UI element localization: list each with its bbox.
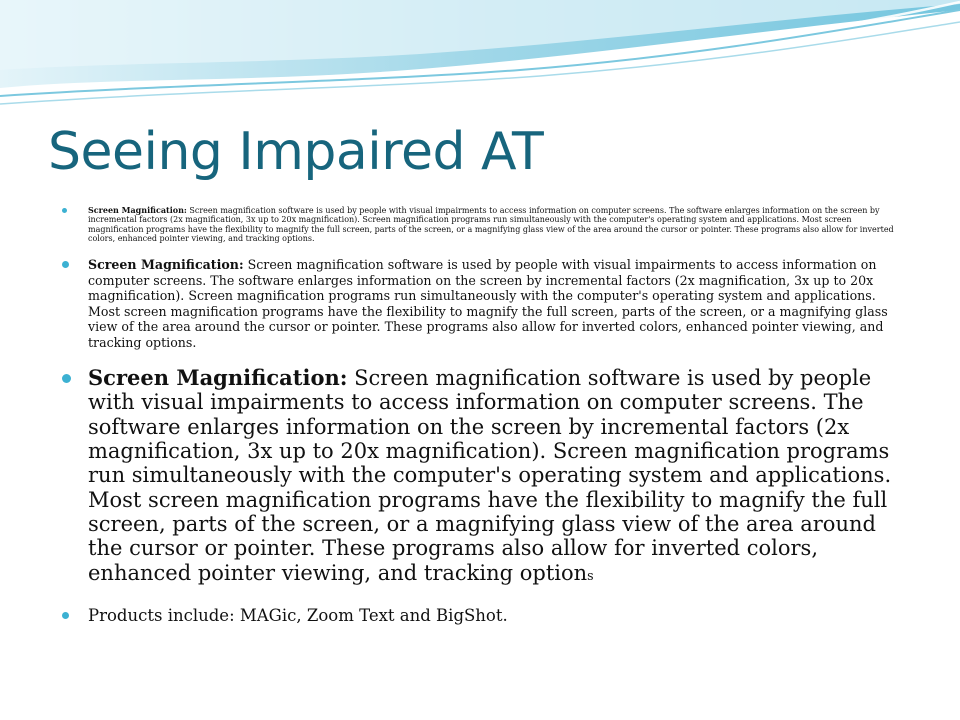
- bullet-text: Products include: MAGic, Zoom Text and BigShot.: [88, 605, 508, 625]
- bullet-dot-icon: [62, 261, 69, 268]
- bullet-item-products: [62, 606, 904, 626]
- bullet-dot-icon: [62, 612, 69, 619]
- bullet-item-large: [62, 366, 904, 588]
- bullet-item-medium: [62, 257, 904, 350]
- slide-title: Seeing Impaired AT: [48, 122, 544, 182]
- bullet-text: Screen magnification software is used by people with visual impairments to access information on computer screens. The software enlarges information on the screen by incremental factors (2x magnification, 3x up to 20x magnification). Screen magnification programs run simultaneously with the computer's operating system and applications. Most screen magnification programs have the flexibility to magnify the full screen, parts of the screen, or a magnifying glass view of the area around the cursor or pointer. These programs also allow for inverted colors, enhanced pointer viewing, and tracking options.: [88, 257, 888, 350]
- bullet-item-small: [62, 206, 904, 243]
- bullet-text-tail: s: [587, 567, 594, 583]
- bullet-dot-icon: [62, 208, 67, 213]
- bullet-dot-icon: [62, 374, 71, 383]
- header-wave-decoration: [0, 0, 960, 120]
- bullet-text: Screen magnification software is used by people with visual impairments to access information on computer screens. The software enlarges information on the screen by incremental factors (2x magnification, 3x up to 20x magnification). Screen magnification programs run simultaneously with the computer's operating system and applications. Most screen magnification programs have the flexibility to magnify the full screen, parts of the screen, or a magnifying glass view of the area around the cursor or pointer. These programs also allow for inverted colors, enhanced pointer viewing, and tracking option: [88, 366, 892, 585]
- bullet-label: Screen Magnification:: [88, 205, 187, 215]
- bullet-label: Screen Magnification:: [88, 257, 244, 273]
- bullet-text: Screen magnification software is used by people with visual impairments to access information on computer screens. The software enlarges information on the screen by incremental factors (2x magnification, 3x up to 20x magnification). Screen magnification programs run simultaneously with the computer's operating system and applications. Most screen magnification programs have the flexibility to magnify the full screen, parts of the screen, or a magnifying glass view of the area around the cursor or pointer. These programs also allow for inverted colors, enhanced pointer viewing, and tracking options.: [88, 206, 894, 243]
- bullet-label: Screen Magnification:: [88, 365, 348, 391]
- bullet-list: [62, 206, 904, 626]
